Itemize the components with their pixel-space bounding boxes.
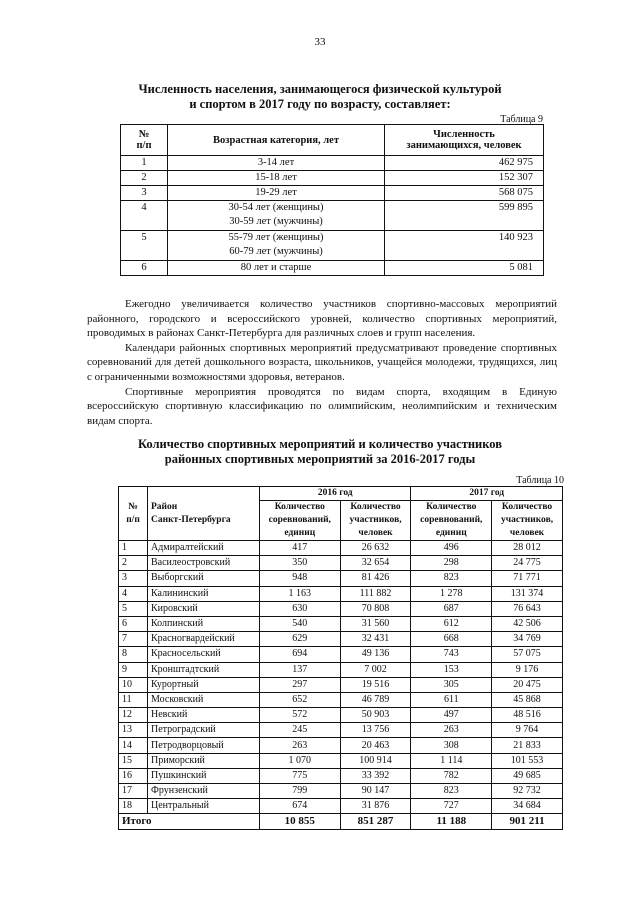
total-competitions-2016: 10 855 [260, 814, 341, 829]
participant-count: 599 895 [385, 201, 544, 231]
table-header-row [119, 487, 563, 501]
participants-2017: 76 643 [492, 601, 563, 616]
row-number: 7 [119, 632, 148, 647]
participant-count: 5 081 [385, 261, 544, 276]
participants-2016: 32 431 [340, 632, 411, 647]
table-header-row [121, 125, 544, 156]
competitions-2017: 611 [411, 692, 492, 707]
table-row [121, 186, 544, 201]
table-row [121, 201, 544, 231]
age-line: 80 лет и старше [240, 262, 312, 273]
row-number: 5 [119, 601, 148, 616]
competitions-2017: 1 114 [411, 753, 492, 768]
table-row [119, 616, 563, 631]
row-number: 4 [121, 201, 168, 231]
competitions-2016: 799 [260, 784, 341, 799]
header-text: № [138, 129, 150, 140]
header-text: занимающихся, человек [406, 140, 522, 151]
paragraph: Ежегодно увеличивается количество участников спортивно-массовых мероприятий районного, городского и всероссийского уровней, количество спортивных мероприятий, проводимых в районах Санкт-Петербурга для различных слоев и групп населения. [87, 298, 557, 340]
age-line: 19-29 лет [255, 187, 297, 198]
header-competitions-2016: Количество соревнований, единиц [260, 501, 341, 541]
table9-label: Таблица 9 [500, 114, 543, 125]
table-row [119, 586, 563, 601]
table-row [119, 768, 563, 783]
total-label: Итого [119, 814, 260, 829]
participants-2016: 19 516 [340, 677, 411, 692]
header-district [148, 487, 260, 541]
row-number: 16 [119, 768, 148, 783]
page-number: 33 [314, 36, 326, 48]
district-name: Московский [148, 692, 260, 707]
table-row [119, 784, 563, 799]
district-name: Адмиралтейский [148, 541, 260, 556]
competitions-2017: 823 [411, 784, 492, 799]
age-category [168, 156, 385, 171]
header-year-2016: 2016 год [260, 487, 411, 501]
district-name: Невский [148, 708, 260, 723]
total-participants-2016: 851 287 [340, 814, 411, 829]
district-name: Выборгский [148, 571, 260, 586]
table-row [119, 556, 563, 571]
header-age: Возрастная категория, лет [168, 125, 385, 156]
district-name: Кронштадтский [148, 662, 260, 677]
participants-2017: 9 176 [492, 662, 563, 677]
participants-2017: 92 732 [492, 784, 563, 799]
participants-2017: 48 516 [492, 708, 563, 723]
table9-heading [0, 82, 640, 112]
participants-2017: 28 012 [492, 541, 563, 556]
participants-2016: 100 914 [340, 753, 411, 768]
competitions-2016: 775 [260, 768, 341, 783]
competitions-2017: 305 [411, 677, 492, 692]
table-row [119, 753, 563, 768]
age-line: 60-79 лет (мужчины) [229, 246, 323, 257]
participants-2017: 45 868 [492, 692, 563, 707]
competitions-2016: 137 [260, 662, 341, 677]
district-name: Кировский [148, 601, 260, 616]
district-name: Петроградский [148, 723, 260, 738]
row-number: 6 [121, 261, 168, 276]
paragraph: Спортивные мероприятия проводятся по видам спорта, входящим в Единую всероссийскую спортивную классификацию по олимпийским, неолимпийским и техническим видам спорта. [87, 385, 557, 427]
row-number: 11 [119, 692, 148, 707]
row-number: 2 [119, 556, 148, 571]
row-number: 6 [119, 616, 148, 631]
heading-line: Численность населения, занимающегося физической культурой [138, 82, 502, 96]
row-number: 17 [119, 784, 148, 799]
table-row [119, 647, 563, 662]
age-line: 15-18 лет [255, 172, 297, 183]
participants-2017: 34 684 [492, 799, 563, 814]
participants-2016: 46 789 [340, 692, 411, 707]
header-text: п/п [126, 514, 140, 525]
participants-2017: 20 475 [492, 677, 563, 692]
heading-line: районных спортивных мероприятий за 2016-2017 годы [164, 452, 476, 466]
age-category [168, 171, 385, 186]
competitions-2016: 350 [260, 556, 341, 571]
heading-line: Количество спортивных мероприятий и количество участников [137, 437, 502, 451]
participants-2016: 70 808 [340, 601, 411, 616]
row-number: 14 [119, 738, 148, 753]
row-number: 9 [119, 662, 148, 677]
participants-2016: 7 002 [340, 662, 411, 677]
row-number: 3 [121, 186, 168, 201]
district-name: Пушкинский [148, 768, 260, 783]
row-number: 3 [119, 571, 148, 586]
table-row [119, 571, 563, 586]
header-count [385, 125, 544, 156]
participants-2017: 34 769 [492, 632, 563, 647]
table-row [119, 632, 563, 647]
age-category [168, 201, 385, 231]
competitions-2017: 497 [411, 708, 492, 723]
competitions-2016: 652 [260, 692, 341, 707]
competitions-2017: 668 [411, 632, 492, 647]
row-number: 5 [121, 231, 168, 261]
participants-2017: 101 553 [492, 753, 563, 768]
row-number: 1 [119, 541, 148, 556]
district-name: Красносельский [148, 647, 260, 662]
competitions-2016: 572 [260, 708, 341, 723]
table-row [121, 156, 544, 171]
total-competitions-2017: 11 188 [411, 814, 492, 829]
table10-heading [0, 437, 640, 467]
competitions-2016: 694 [260, 647, 341, 662]
competitions-2017: 1 278 [411, 586, 492, 601]
participants-2017: 57 075 [492, 647, 563, 662]
total-participants-2017: 901 211 [492, 814, 563, 829]
competitions-2017: 496 [411, 541, 492, 556]
header-num [121, 125, 168, 156]
participants-2016: 90 147 [340, 784, 411, 799]
district-name: Красногвардейский [148, 632, 260, 647]
header-text: Район [151, 501, 178, 512]
participant-count: 140 923 [385, 231, 544, 261]
row-number: 1 [121, 156, 168, 171]
participants-2017: 71 771 [492, 571, 563, 586]
paragraph: Календари районных спортивных мероприятий предусматривают проведение спортивных соревнований для детей дошкольного возраста, школьников, учащейся молодежи, трудящихся, лиц с ограниченными возможностями здоровья, ветеранов. [87, 341, 557, 383]
row-number: 8 [119, 647, 148, 662]
district-name: Приморский [148, 753, 260, 768]
competitions-2016: 948 [260, 571, 341, 586]
competitions-2017: 823 [411, 571, 492, 586]
table-row [119, 541, 563, 556]
header-year-2017: 2017 год [411, 487, 563, 501]
competitions-2017: 298 [411, 556, 492, 571]
participants-2017: 42 506 [492, 616, 563, 631]
table-row [119, 723, 563, 738]
table-row [119, 738, 563, 753]
competitions-2017: 782 [411, 768, 492, 783]
participants-2016: 31 876 [340, 799, 411, 814]
body-text [87, 297, 557, 428]
competitions-2017: 612 [411, 616, 492, 631]
competitions-2017: 153 [411, 662, 492, 677]
header-participants-2016: Количество участников, человек [340, 501, 411, 541]
competitions-2016: 263 [260, 738, 341, 753]
district-name: Фрунзенский [148, 784, 260, 799]
table-row [119, 601, 563, 616]
competitions-2016: 1 163 [260, 586, 341, 601]
participants-2016: 111 882 [340, 586, 411, 601]
header-participants-2017: Количество участников, человек [492, 501, 563, 541]
participants-2016: 81 426 [340, 571, 411, 586]
participants-2017: 24 775 [492, 556, 563, 571]
table-row [121, 171, 544, 186]
row-number: 12 [119, 708, 148, 723]
participants-2016: 32 654 [340, 556, 411, 571]
competitions-2016: 674 [260, 799, 341, 814]
competitions-2017: 727 [411, 799, 492, 814]
competitions-2016: 245 [260, 723, 341, 738]
age-line: 30-54 лет (женщины) [228, 202, 324, 213]
table10-label: Таблица 10 [516, 475, 564, 486]
header-text: п/п [136, 140, 152, 151]
header-text: № [128, 501, 138, 512]
competitions-2016: 540 [260, 616, 341, 631]
participant-count: 462 975 [385, 156, 544, 171]
participants-2017: 21 833 [492, 738, 563, 753]
age-category [168, 186, 385, 201]
district-name: Петродворцовый [148, 738, 260, 753]
age-category-table [120, 124, 544, 276]
age-line: 55-79 лет (женщины) [228, 232, 324, 243]
age-line: 3-14 лет [257, 157, 295, 168]
row-number: 10 [119, 677, 148, 692]
table-row [119, 677, 563, 692]
age-category [168, 261, 385, 276]
competitions-2016: 1 070 [260, 753, 341, 768]
participants-2017: 9 764 [492, 723, 563, 738]
competitions-2017: 687 [411, 601, 492, 616]
table-row [121, 231, 544, 261]
district-events-table [118, 486, 563, 830]
district-name: Василеостровский [148, 556, 260, 571]
row-number: 15 [119, 753, 148, 768]
age-category [168, 231, 385, 261]
district-name: Центральный [148, 799, 260, 814]
district-name: Курортный [148, 677, 260, 692]
participants-2016: 31 560 [340, 616, 411, 631]
participant-count: 152 307 [385, 171, 544, 186]
age-line: 30-59 лет (мужчины) [229, 216, 323, 227]
participants-2017: 131 374 [492, 586, 563, 601]
total-row [119, 814, 563, 829]
row-number: 2 [121, 171, 168, 186]
header-num [119, 487, 148, 541]
competitions-2016: 417 [260, 541, 341, 556]
competitions-2016: 629 [260, 632, 341, 647]
competitions-2017: 743 [411, 647, 492, 662]
table-row [119, 799, 563, 814]
participants-2016: 50 903 [340, 708, 411, 723]
participants-2016: 33 392 [340, 768, 411, 783]
heading-line: и спортом в 2017 году по возрасту, составляет: [189, 97, 451, 111]
row-number: 4 [119, 586, 148, 601]
table-row [119, 662, 563, 677]
participants-2017: 49 685 [492, 768, 563, 783]
participant-count: 568 075 [385, 186, 544, 201]
district-name: Калининский [148, 586, 260, 601]
row-number: 13 [119, 723, 148, 738]
participants-2016: 49 136 [340, 647, 411, 662]
competitions-2017: 308 [411, 738, 492, 753]
row-number: 18 [119, 799, 148, 814]
competitions-2016: 630 [260, 601, 341, 616]
header-text: Санкт-Петербурга [151, 514, 231, 525]
table-row [121, 261, 544, 276]
table-row [119, 708, 563, 723]
header-competitions-2017: Количество соревнований, единиц [411, 501, 492, 541]
participants-2016: 13 756 [340, 723, 411, 738]
competitions-2017: 263 [411, 723, 492, 738]
competitions-2016: 297 [260, 677, 341, 692]
header-text: Численность [433, 129, 495, 140]
participants-2016: 20 463 [340, 738, 411, 753]
table-row [119, 692, 563, 707]
participants-2016: 26 632 [340, 541, 411, 556]
district-name: Колпинский [148, 616, 260, 631]
